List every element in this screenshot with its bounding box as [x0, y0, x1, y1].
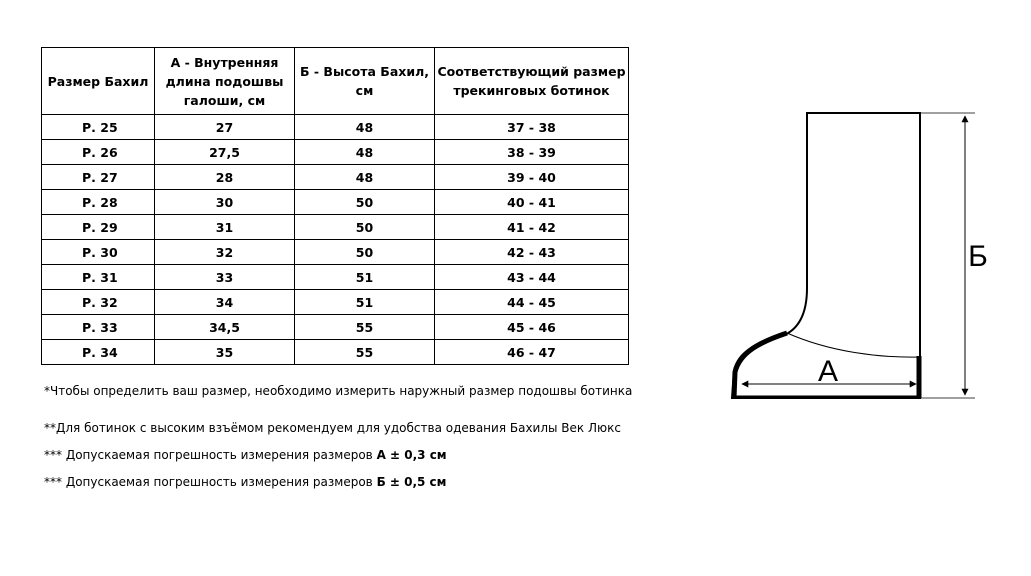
cell-size: Р. 34 — [42, 340, 155, 365]
cell-size: Р. 26 — [42, 140, 155, 165]
table-row — [42, 290, 629, 315]
cell-height: 50 — [295, 215, 435, 240]
table-row — [42, 165, 629, 190]
cell-sole-length: 33 — [155, 265, 295, 290]
galosh-line — [787, 333, 920, 357]
cell-sole-length: 34,5 — [155, 315, 295, 340]
table-row — [42, 315, 629, 340]
cell-sole-length: 30 — [155, 190, 295, 215]
note-tolerance-a — [44, 448, 447, 462]
cell-height: 48 — [295, 165, 435, 190]
cell-boot-size: 38 - 39 — [435, 140, 629, 165]
header-sole-length: А - Внутренняя длина подошвы галоши, см — [155, 48, 295, 115]
cell-boot-size: 43 - 44 — [435, 265, 629, 290]
cell-sole-length: 35 — [155, 340, 295, 365]
cell-boot-size: 46 - 47 — [435, 340, 629, 365]
cell-boot-size: 42 - 43 — [435, 240, 629, 265]
cell-sole-length: 32 — [155, 240, 295, 265]
dimension-b-label: Б — [968, 240, 988, 273]
cell-boot-size: 39 - 40 — [435, 165, 629, 190]
cell-height: 50 — [295, 190, 435, 215]
note-high-instep: **Для ботинок с высоким взъёмом рекомендуем для удобства одевания Бахилы Век Люкс — [44, 421, 621, 435]
note-measure: *Чтобы определить ваш размер, необходимо измерить наружный размер подошвы ботинка — [44, 384, 633, 398]
cell-height: 48 — [295, 115, 435, 140]
table-row — [42, 265, 629, 290]
cell-height: 50 — [295, 240, 435, 265]
cell-boot-size: 45 - 46 — [435, 315, 629, 340]
cell-size: Р. 32 — [42, 290, 155, 315]
header-size: Размер Бахил — [42, 48, 155, 115]
table-row — [42, 240, 629, 265]
cell-height: 48 — [295, 140, 435, 165]
note-tolerance-b-prefix: *** Допускаемая погрешность измерения размеров — [44, 475, 377, 489]
note-tolerance-b — [44, 475, 446, 489]
cell-sole-length: 27,5 — [155, 140, 295, 165]
cell-boot-size: 44 - 45 — [435, 290, 629, 315]
table-row — [42, 140, 629, 165]
cell-size: Р. 33 — [42, 315, 155, 340]
dimension-a-label: А — [817, 355, 839, 388]
size-table — [41, 47, 629, 365]
cell-size: Р. 30 — [42, 240, 155, 265]
header-boot-size: Соответствующий размер трекинговых ботинок — [435, 48, 629, 115]
cell-boot-size: 41 - 42 — [435, 215, 629, 240]
header-height: Б - Высота Бахил, см — [295, 48, 435, 115]
cell-height: 51 — [295, 265, 435, 290]
cell-size: Р. 28 — [42, 190, 155, 215]
cell-sole-length: 34 — [155, 290, 295, 315]
note-tolerance-b-value: Б ± 0,5 см — [376, 475, 447, 489]
table-header-row — [42, 48, 629, 115]
cell-boot-size: 40 - 41 — [435, 190, 629, 215]
cell-sole-length: 31 — [155, 215, 295, 240]
note-tolerance-a-value: А ± 0,3 см — [376, 448, 447, 462]
cell-height: 51 — [295, 290, 435, 315]
cell-size: Р. 29 — [42, 215, 155, 240]
cell-height: 55 — [295, 340, 435, 365]
table-row — [42, 115, 629, 140]
table-row — [42, 340, 629, 365]
cell-sole-length: 27 — [155, 115, 295, 140]
shoe-cover-diagram — [720, 100, 1020, 410]
galosh-toe — [734, 333, 787, 398]
cell-sole-length: 28 — [155, 165, 295, 190]
note-tolerance-a-prefix: *** Допускаемая погрешность измерения размеров — [44, 448, 377, 462]
cell-size: Р. 27 — [42, 165, 155, 190]
cell-boot-size: 37 - 38 — [435, 115, 629, 140]
cell-size: Р. 25 — [42, 115, 155, 140]
table-row — [42, 215, 629, 240]
table-row — [42, 190, 629, 215]
cell-size: Р. 31 — [42, 265, 155, 290]
cell-height: 55 — [295, 315, 435, 340]
shoe-cover-svg — [720, 100, 1020, 410]
